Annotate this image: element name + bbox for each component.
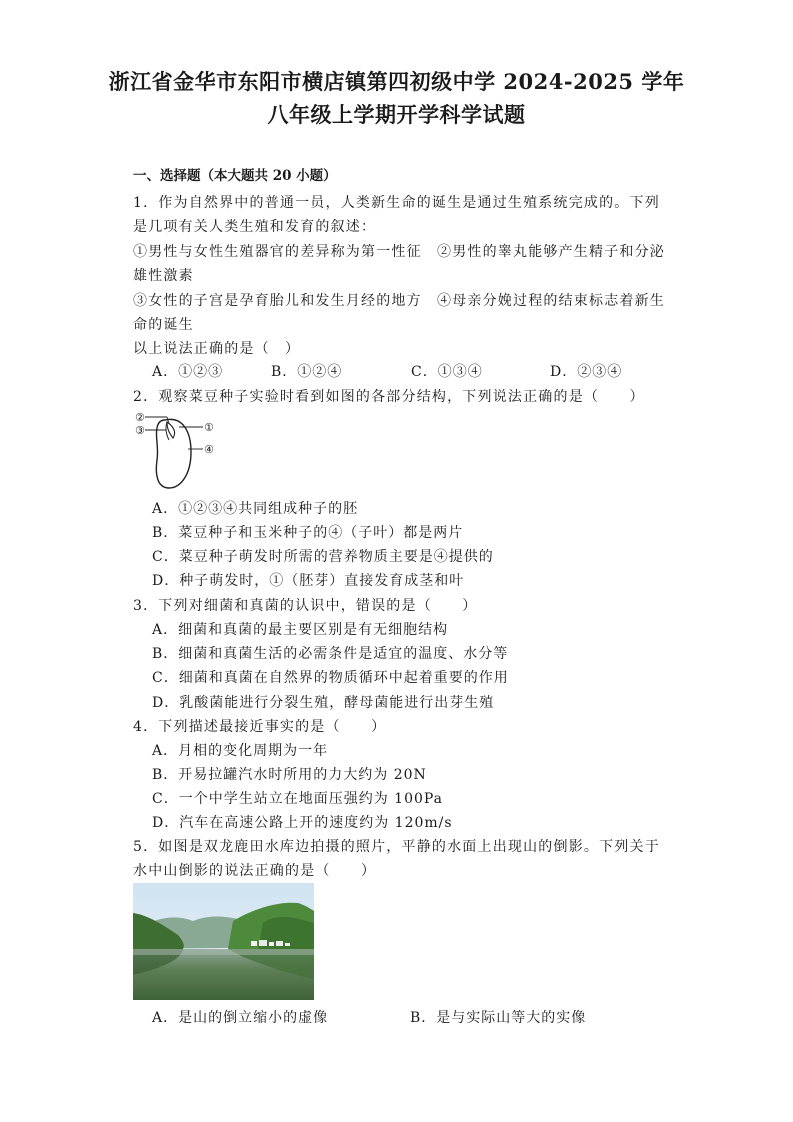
q4-option-b: B．开易拉罐汽水时所用的力大约为 20N xyxy=(152,767,427,783)
q2-option-b: B．菜豆种子和玉米种子的④（子叶）都是两片 xyxy=(152,525,464,541)
q4-stem: 4．下列描述最接近事实的是（ ） xyxy=(133,719,387,735)
q4-option-c: C．一个中学生站立在地面压强约为 100Pa xyxy=(152,791,444,807)
q2-stem: 2．观察菜豆种子实验时看到如图的各部分结构，下列说法正确的是（ ） xyxy=(133,389,645,405)
q1-line-2: 是几项有关人类生殖和发育的叙述： xyxy=(133,219,377,235)
q3-option-d: D．乳酸菌能进行分裂生殖，酵母菌能进行出芽生殖 xyxy=(152,695,495,711)
q3-option-b: B．细菌和真菌生活的必需条件是适宜的温度、水分等 xyxy=(152,646,509,662)
q1-line-3: ①男性与女性生殖器官的差异称为第一性征 ②男性的睾丸能够产生精子和分泌 xyxy=(133,244,665,260)
figure-label-4: ④ xyxy=(204,443,214,456)
q1-line-1: 1．作为自然界中的普通一员，人类新生命的诞生是通过生殖系统完成的。下列 xyxy=(133,195,660,211)
q1-line-7: 以上说法正确的是（ ） xyxy=(133,341,301,357)
reservoir-photo xyxy=(133,883,314,1000)
figure-label-1: ① xyxy=(204,421,214,434)
section-heading: 一、选择题（本大题共 20 小题） xyxy=(133,168,337,184)
q1-option-b: B．①②④ xyxy=(271,364,343,380)
q5-line-2: 水中山倒影的说法正确的是（ ） xyxy=(133,863,377,879)
plumule-shape xyxy=(167,422,175,438)
q5-line-1: 5．如图是双龙鹿田水库边拍摄的照片，平静的水面上出现山的倒影。下列关于 xyxy=(133,839,660,855)
q3-option-a: A．细菌和真菌的最主要区别是有无细胞结构 xyxy=(152,622,449,638)
page-title-line-1: 浙江省金华市东阳市横店镇第四初级中学 2024-2025 学年 xyxy=(108,69,685,94)
q1-option-c: C．①③④ xyxy=(411,364,483,380)
q4-option-a: A．月相的变化周期为一年 xyxy=(152,743,329,759)
q5-option-a: A．是山的倒立缩小的虚像 xyxy=(152,1010,329,1026)
q1-line-4: 雄性激素 xyxy=(133,268,194,284)
q1-option-a: A．①②③ xyxy=(152,364,224,380)
figure-label-2: ② xyxy=(135,411,145,424)
q2-option-a: A．①②③④共同组成种子的胚 xyxy=(152,501,359,517)
q2-option-d: D．种子萌发时，①（胚芽）直接发育成茎和叶 xyxy=(152,573,465,589)
figure-label-3: ③ xyxy=(135,424,145,437)
q1-line-5: ③女性的子宫是孕育胎儿和发生月经的地方 ④母亲分娩过程的结束标志着新生 xyxy=(133,293,665,309)
bean-seed-figure xyxy=(133,408,228,490)
q4-option-d: D．汽车在高速公路上开的速度约为 120m/s xyxy=(152,815,453,831)
q1-line-6: 命的诞生 xyxy=(133,317,194,333)
q3-stem: 3．下列对细菌和真菌的认识中，错误的是（ ） xyxy=(133,598,478,614)
q5-option-b: B．是与实际山等大的实像 xyxy=(410,1010,587,1026)
q1-option-d: D．②③④ xyxy=(550,364,623,380)
q2-option-c: C．菜豆种子萌发时所需的营养物质主要是④提供的 xyxy=(152,549,494,565)
page-title-line-2: 八年级上学期开学科学试题 xyxy=(267,102,526,127)
q3-option-c: C．细菌和真菌在自然界的物质循环中起着重要的作用 xyxy=(152,670,509,686)
